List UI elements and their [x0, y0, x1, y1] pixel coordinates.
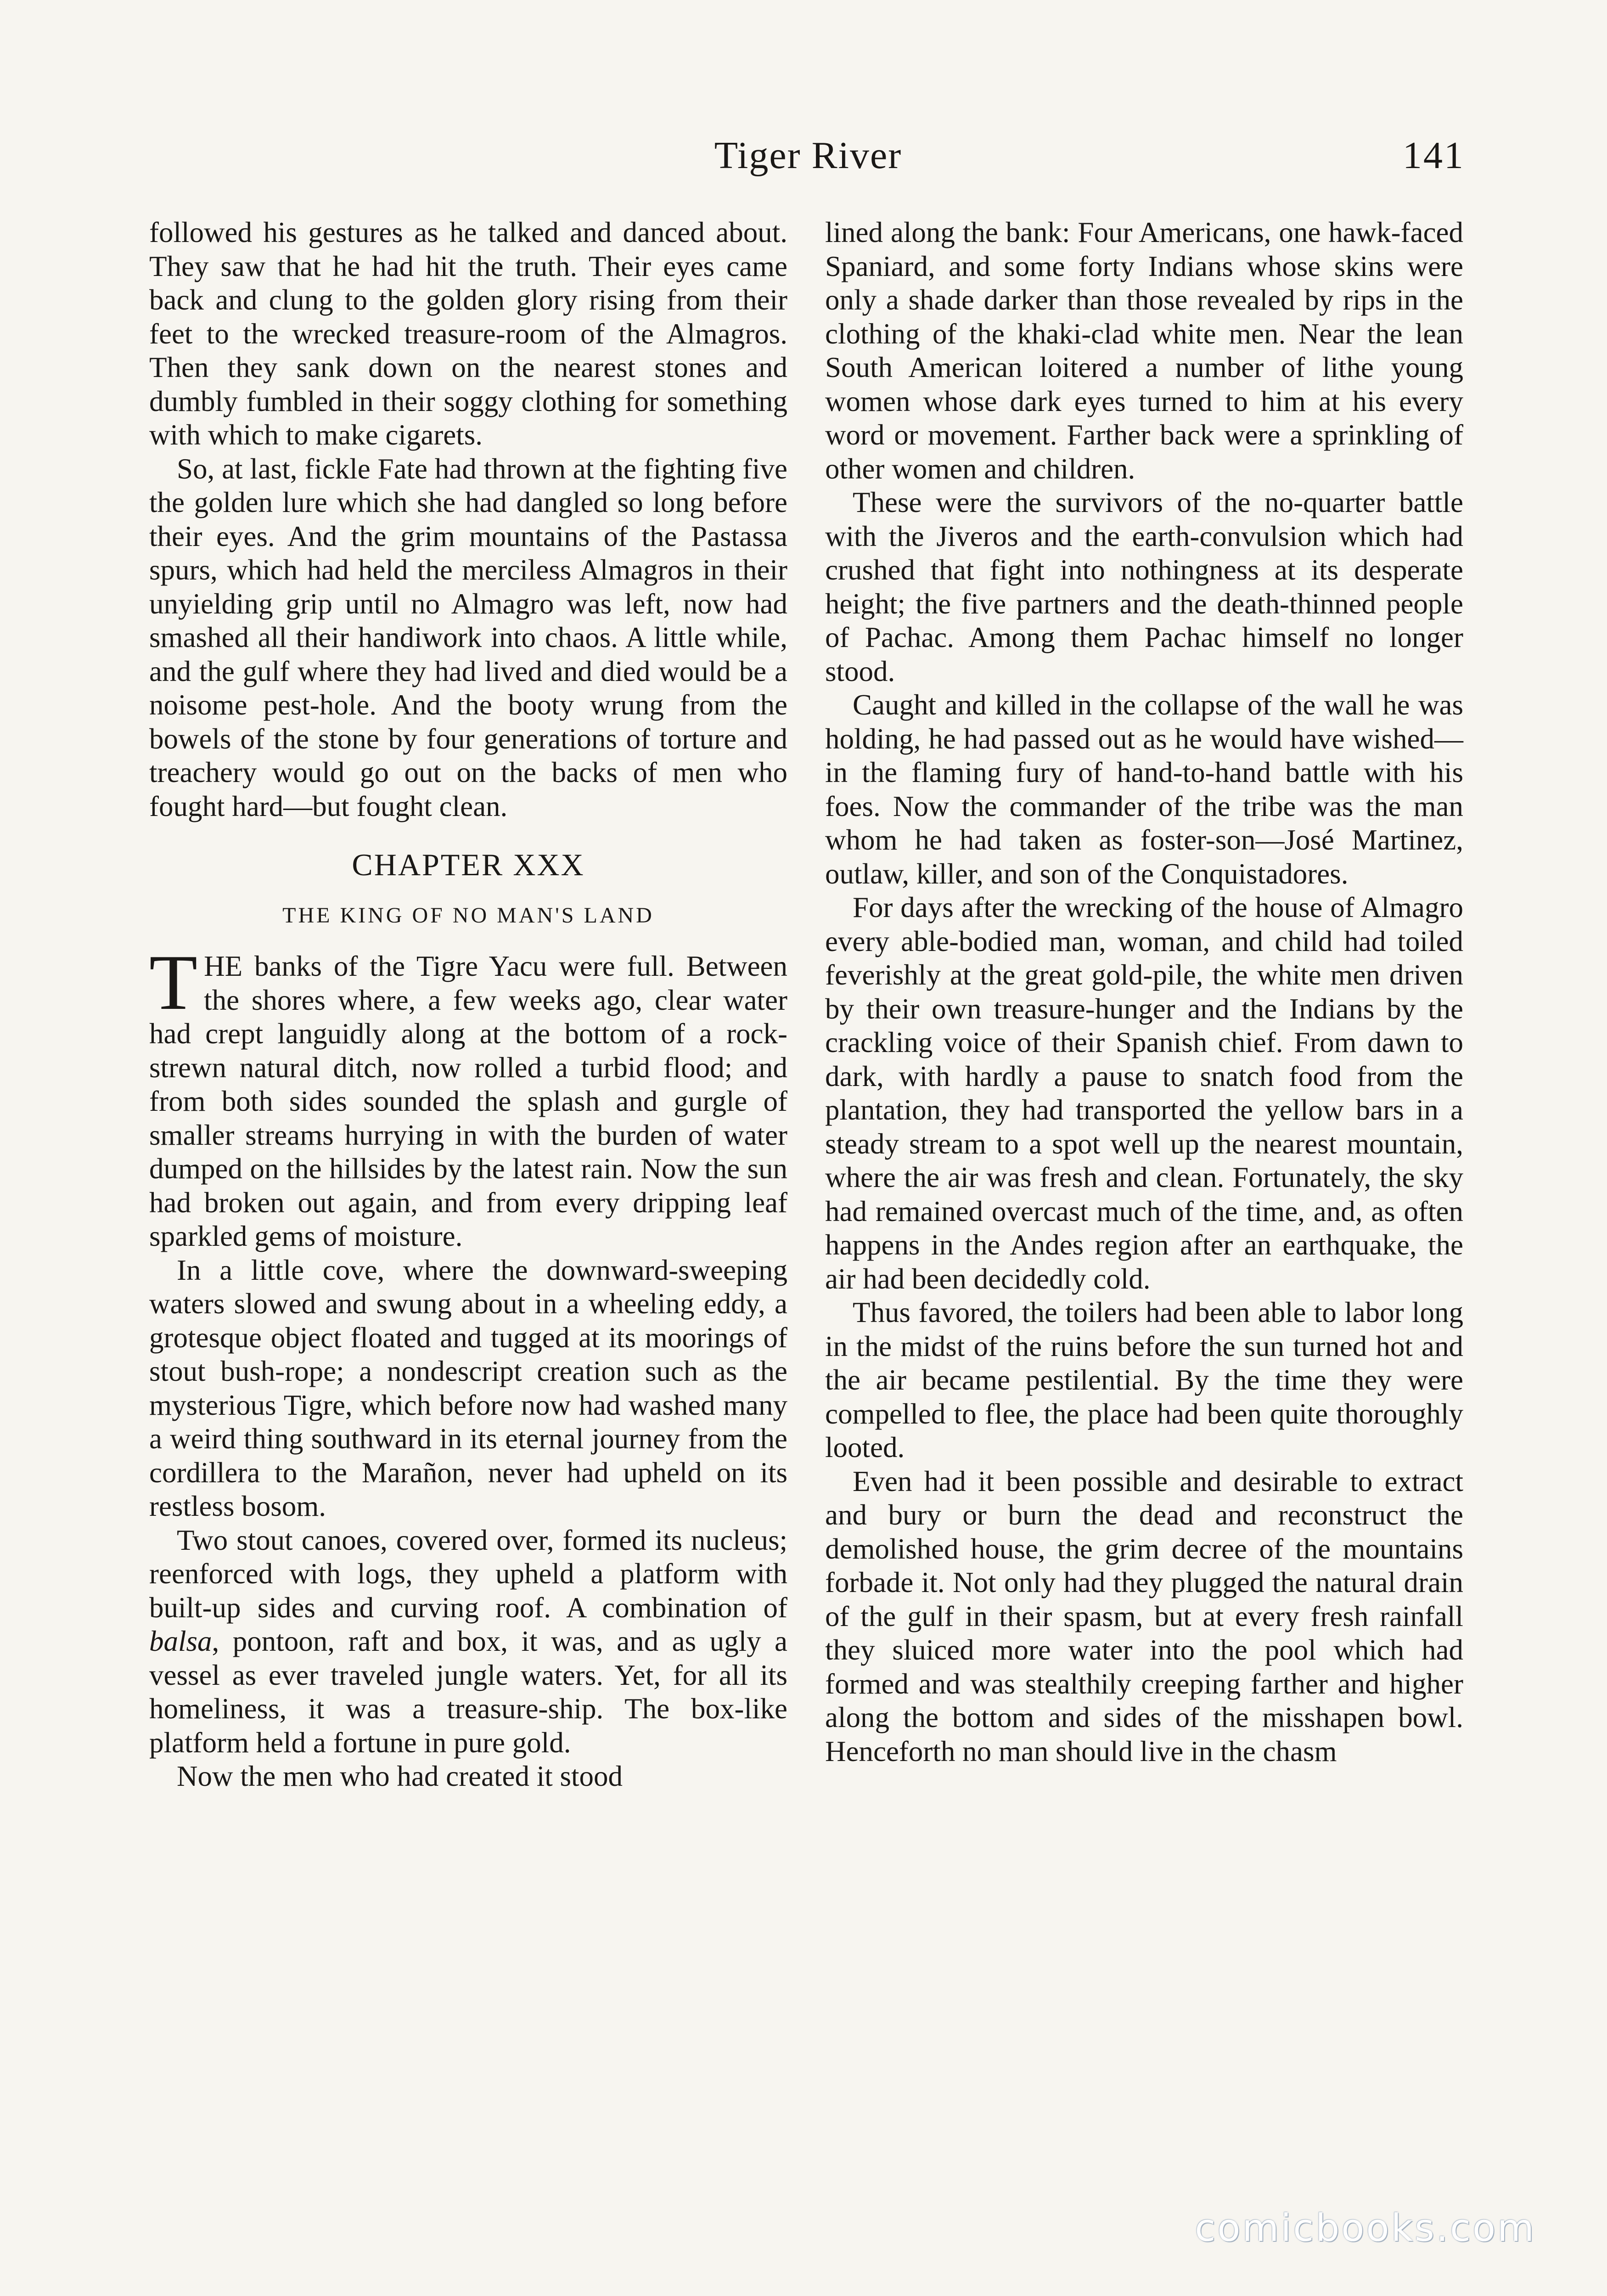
- paragraph: These were the survivors of the no-quarter battle with the Jiveros and the earth-convulsion which had crushed that fight into nothingness at its desperate height; the five partners and the death-thinned people of Pachac. Among them Pachac himself no longer stood.: [825, 486, 1463, 687]
- paragraph-text: Two stout canoes, covered over, formed its nucleus; reenforced with logs, they upheld a platform with built-up sides and curving roof. A combination of: [149, 1524, 787, 1624]
- drop-cap: T: [149, 939, 198, 1026]
- paragraph: followed his gestures as he talked and danced about. They saw that he had hit the truth. Their eyes came back and clung to the golden glory rising from their feet to the wrecked treasure-room of the Almagros. Then they sank down on the nearest stones and dumbly fumbled in their soggy clothing for something with which to make cigarets.: [149, 216, 787, 451]
- running-title: Tiger River: [714, 134, 902, 177]
- paragraph: Thus favored, the toilers had been able to labor long in the midst of the ruins before the sun turned hot and the air became pestilential. By the time they were compelled to flee, the place had been quite thoroughly looted.: [825, 1296, 1463, 1463]
- paragraph: Even had it been possible and desirable to extract and bury or burn the dead and reconstruct the demolished house, the grim decree of the mountains forbade it. Not only had they plugged the natural drain of the gulf in their spasm, but at every fresh rainfall they sluiced more water into the pool which had formed and was stealthily creeping farther and higher along the bottom and sides of the misshapen bowl. Henceforth no man should live in the chasm: [825, 1465, 1463, 1767]
- paragraph: So, at last, fickle Fate had thrown at the fighting five the golden lure which she had dangled so long before their eyes. And the grim mountains of the Pastassa spurs, which had held the merciless Almagros in their unyielding grip until no Almagro was left, now had smashed all their handiwork into chaos. A little while, and the gulf where they had lived and died would be a noisome pest-hole. And the booty wrung from the bowels of the stone by four generations of torture and treachery would go out on the backs of men who fought hard—but fought clean.: [149, 452, 787, 822]
- page-number: 141: [1403, 134, 1465, 177]
- left-column: [149, 216, 787, 1794]
- watermark: comicbooks.com: [1195, 2206, 1536, 2250]
- paragraph: For days after the wrecking of the house of Almagro every able-bodied man, woman, and child had toiled feverishly at the great gold-pile, the white men driven by their own treasure-hunger and the Indians by the crackling voice of their Spanish chief. From dawn to dark, with hardly a pause to snatch food from the plantation, they had transported the yellow bars in a steady stream to a spot well up the nearest mountain, where the air was fresh and clean. Fortunately, the sky had remained overcast much of the time, and, as often happens in the Andes region after an earthquake, the air had been decidedly cold.: [825, 891, 1463, 1295]
- chapter-subtitle: THE KING OF NO MAN'S LAND: [282, 903, 654, 928]
- paragraph: [149, 939, 787, 1254]
- paragraph: Now the men who had created it stood: [177, 1760, 623, 1792]
- chapter-heading: CHAPTER XXX: [352, 847, 585, 882]
- paragraph-text: HE banks of the Tigre Yacu were full. Between the shores where, a few weeks ago, clear water had crept languidly along at the bottom of a rock-strewn natural ditch, now rolled a turbid flood; and from both sides sounded the splash and gurgle of smaller streams hurrying in with the burden of water dumped on the hillsides by the latest rain. Now the sun had broken out again, and from every dripping leaf sparkled gems of moisture.: [149, 950, 787, 1252]
- paragraph: In a little cove, where the downward-sweeping waters slowed and swung about in a wheeling eddy, a grotesque object floated and tugged at its moorings of stout bush-rope; a nondescript creation such as the mysterious Tigre, which before now had washed many a weird thing southward in its eternal journey from the cordillera to the Marañon, never had upheld on its restless bosom.: [149, 1254, 787, 1522]
- paragraph: Caught and killed in the collapse of the wall he was holding, he had passed out as he would have wished—in the flaming fury of hand-to-hand battle with his foes. Now the commander of the tribe was the man whom he had taken as foster-son—José Martinez, outlaw, killer, and son of the Conquistadores.: [825, 689, 1463, 890]
- italic-word: balsa: [149, 1625, 212, 1657]
- page-header: [152, 133, 1465, 193]
- paragraph-text: , pontoon, raft and box, it was, and as ugly a vessel as ever traveled jungle waters. Yet, for all its homeliness, it was a treasure-ship. The box-like platform held a fortune in pure gold.: [149, 1625, 787, 1759]
- right-column: [825, 216, 1463, 1768]
- paragraph: [149, 1524, 787, 1760]
- paragraph: lined along the bank: Four Americans, one hawk-faced Spaniard, and some forty Indians whose skins were only a shade darker than those revealed by rips in the clothing of the khaki-clad white men. Near the lean South American loitered a number of lithe young women whose dark eyes turned to him at his every word or movement. Farther back were a sprinkling of other women and children.: [825, 216, 1463, 485]
